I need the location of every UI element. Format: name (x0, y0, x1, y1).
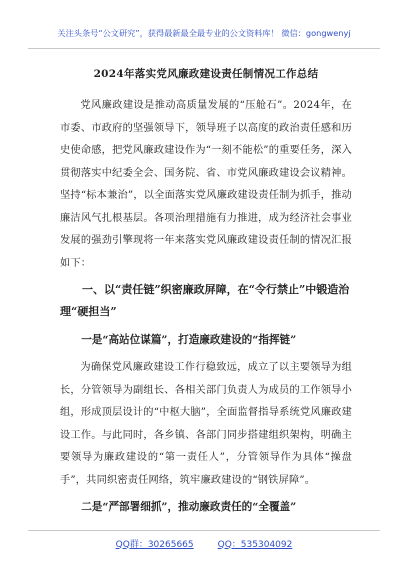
header-banner (28, 18, 380, 49)
footer-contact (28, 530, 380, 555)
header-banner-text: 关注头条号“公文研究”，获得最新最全最专业的公文资料库！ 微信：gongwenyj (57, 27, 351, 38)
qq-group-link[interactable]: QQ群：30265665 (115, 539, 194, 550)
document-body (60, 60, 352, 524)
document-title: 2024年落实党风廉政建设责任制情况工作总结 (93, 68, 319, 80)
intro-paragraph: 党风廉政建设是推动高质量发展的“压舱石”。2024年，在市委、市政府的坚强领导下，领导班子以高度的政治责任感和历史使命感，把党风廉政建设作为“一刻不能松”的重要任务，深入贯彻落实中纪委全会、国务院、省、市党风廉政建设会议精神。坚持“标本兼治”，以全面落实党风廉政建设责任制为抓手，推动廉洁风气扎根基层。各项治理措施有力推进，成为经济社会事业发展的强劲引擎现将一年来落实党风廉政建设责任制的情况汇报如下： (60, 100, 352, 269)
subsection-1-body: 为确保党风廉政建设工作行稳致远，成立了以主要领导为组长，分管领导为副组长、各相关部门负责人为成员的工作领导小组，形成顶层设计的“中枢大脑”，全面监督指导系统党风廉政建设工作。与此同时，各乡镇、各部门同步搭建组织架构，明确主要领导为廉政建设的“第一责任人”，分管领导作为具体“操盘手”，共同织密责任网络，筑牢廉政建设的“钢铁屏障”。 (60, 362, 352, 486)
qq-contact-link[interactable]: QQ：535304092 (217, 539, 293, 550)
subsection-1-heading: 一是“高站位谋篇”，打造廉政建设的“指挥链” (81, 334, 297, 346)
subsection-2-heading: 二是“严部署细抓”，推动廉政责任的“全覆盖” (81, 501, 297, 513)
section-1-heading: 一、以“责任链”织密廉政屏障，在“令行禁止”中锻造治理“硬担当” (60, 283, 350, 318)
